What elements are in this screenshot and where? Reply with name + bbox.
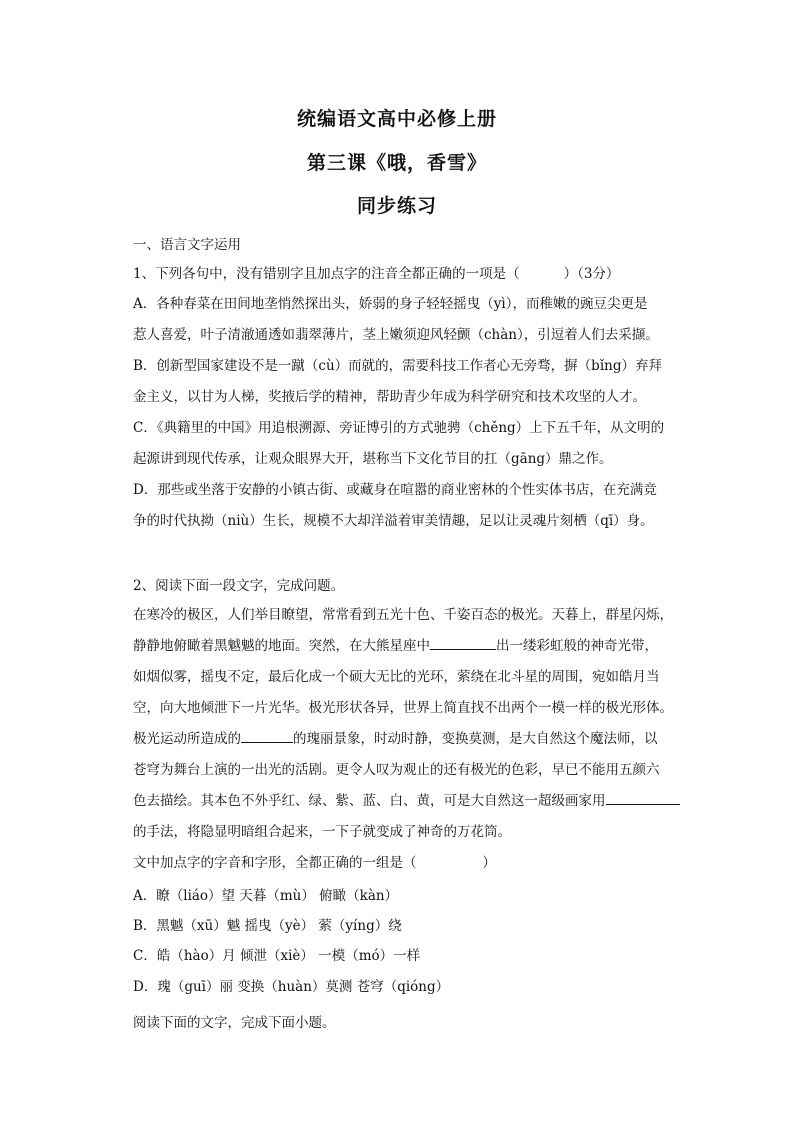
passage-line2-rest: 出一缕彩虹般的神奇光带， (496, 638, 658, 654)
option-c-line1: C．《典籍里的中国》用追根溯源、旁证博引的方式驰骋（chěng）上下五千年，从文明的 (133, 420, 665, 436)
fill-blank (241, 728, 293, 743)
fill-blank (430, 635, 496, 650)
option-c-line2: 起源讲到现代传承，让观众眼界大开，堪称当下文化节目的扛（gāng）鼎之作。 (133, 451, 613, 467)
option-c: C．皓（hào）月 倾泄（xiè） 一模（mó）一样 (133, 948, 421, 964)
option-d-line1: D．那些或坐落于安静的小镇古街、或藏身在喧嚣的商业密林的个性实体书店，在充满竞 (133, 482, 657, 498)
passage-line2-text: 静静地俯瞰着黑魆魆的地面。突然，在大熊星座中 (133, 638, 430, 654)
sub-question-text: 文中加点字的字音和字形，全都正确的一组是（ (133, 855, 417, 871)
reading-instruction: 阅读下面的文字，完成下面小题。 (133, 1015, 336, 1031)
passage-line5 (133, 727, 658, 747)
question-1-points: ）（3分） (563, 266, 620, 282)
option-d-line2: 争的时代执拗（niù）生长，规模不大却洋溢着审美情趣，足以让灵魂片刻栖（qī）身。 (133, 513, 654, 529)
passage-line4: 空，向大地倾泄下一片光华。极光形状各异，世界上简直找不出两个一模一样的极光形体。 (133, 700, 673, 716)
passage-line5-text: 极光运动所造成的 (133, 731, 241, 747)
passage-line5-rest: 的瑰丽景象，时动时静，变换莫测，是大自然这个魔法师，以 (293, 731, 658, 747)
exercise-title: 同步练习 (356, 195, 437, 217)
option-d: D．瑰（guī）丽 变换（huàn）莫测 苍穹（qióng） (133, 979, 450, 995)
sub-question (133, 851, 496, 871)
passage-line7 (133, 789, 680, 809)
document-title: 统编语文高中必修上册 (296, 108, 497, 130)
question-2-stem: 2、阅读下面一段文字，完成问题。 (133, 578, 345, 594)
option-b-line2: 金主义，以甘为人梯，奖掖后学的精神，帮助青少年成为科学研究和技术攻坚的人才。 (133, 389, 646, 405)
passage-line2 (133, 634, 658, 654)
sub-question-close: ） (482, 855, 496, 871)
fill-blank (606, 790, 680, 805)
option-a: A．瞭（liáo）望 天暮（mù） 俯瞰（kàn） (133, 888, 399, 904)
question-1-stem (133, 262, 619, 282)
question-1-stem-text: 1、下列各句中，没有错别字且加点字的注音全都正确的一项是（ (133, 266, 520, 282)
lesson-title: 第三课《哦，香雪》 (306, 152, 487, 174)
option-a-line1: A．各种春菜在田间地垄悄然探出头，娇弱的身子轻轻摇曳（yì），而稚嫩的豌豆尖更是 (133, 296, 648, 312)
option-b-line1: B．创新型国家建设不是一蹴（cù）而就的，需要科技工作者心无旁骛，摒（bǐng）弃拜 (133, 358, 662, 374)
passage-line1: 在寒冷的极区，人们举目瞭望，常常看到五光十色、千姿百态的极光。天暮上，群星闪烁， (133, 607, 673, 623)
passage-line8: 的手法，将隐显明暗组合起来，一下子就变成了神奇的万花筒。 (133, 824, 511, 840)
section-heading: 一、语言文字运用 (133, 237, 241, 253)
passage-line3: 如烟似雾，摇曳不定，最后化成一个硕大无比的光环，萦绕在北斗星的周围，宛如皓月当 (133, 669, 660, 685)
option-a-line2: 惹人喜爱，叶子清澈通透如翡翠薄片，茎上嫩须迎风轻颤（chàn），引逗着人们去采撷。 (133, 327, 659, 343)
passage-line7-text: 色去描绘。其本色不外乎红、绿、紫、蓝、白、黄，可是大自然这一超级画家用 (133, 793, 606, 809)
option-b: B．黑魆（xū）魆 摇曳（yè） 萦（yíng）绕 (133, 918, 402, 934)
passage-line6: 苍穹为舞台上演的一出光的活剧。更令人叹为观止的还有极光的色彩，早已不能用五颜六 (133, 762, 660, 778)
